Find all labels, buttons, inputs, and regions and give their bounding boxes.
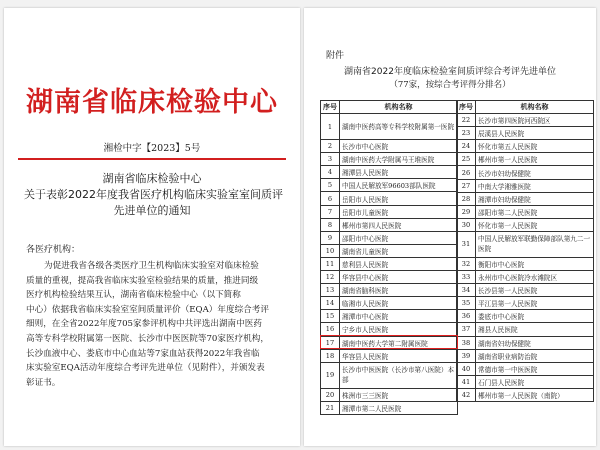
body-line: 医疗机构检验结果互认，湖南省临床检验中心（以下简称 [26, 290, 241, 301]
table-row [321, 244, 458, 257]
row-name: 永州市中心医院冷水滩院区 [476, 271, 594, 284]
table-row [457, 153, 594, 166]
row-seq: 27 [457, 179, 476, 192]
row-seq: 34 [457, 284, 476, 297]
red-divider [18, 158, 286, 160]
row-seq: 32 [457, 257, 476, 270]
row-seq: 23 [457, 127, 476, 140]
row-seq: 6 [321, 192, 340, 205]
row-seq: 42 [457, 388, 476, 401]
row-seq: 12 [321, 271, 340, 284]
notice-body [26, 259, 282, 390]
row-name: 长沙县第一人民医院 [476, 284, 594, 297]
row-seq: 13 [321, 284, 340, 297]
attachment-title: 湖南省2022年度临床检验室间质评综合考评先进单位 [344, 67, 556, 77]
row-seq: 19 [321, 362, 340, 388]
row-name: 平江县第一人民医院 [476, 297, 594, 310]
row-seq: 9 [321, 231, 340, 244]
row-seq: 4 [321, 166, 340, 179]
row-name: 株洲市三三医院 [340, 388, 458, 401]
row-seq: 31 [457, 231, 476, 257]
row-name: 湖南中医药高等专科学校附属第一医院 [340, 114, 458, 140]
table-header-row [457, 101, 594, 114]
table-row [321, 166, 458, 179]
row-name: 邵阳市中心医院 [340, 231, 458, 244]
row-name: 郴州市第四人民医院 [340, 218, 458, 231]
table-row [321, 284, 458, 297]
table-row [457, 218, 594, 231]
row-seq: 5 [321, 179, 340, 192]
row-name: 郴州市第一人民医院 [476, 153, 594, 166]
row-name: 湘潭县人民医院 [340, 166, 458, 179]
table-row [321, 257, 458, 270]
row-name: 中南大学湘雅医院 [476, 179, 594, 192]
row-seq: 20 [321, 388, 340, 401]
row-name: 长沙市中心医院 [340, 140, 458, 153]
table-row [321, 140, 458, 153]
row-name: 湖南省妇幼保健院 [476, 336, 594, 349]
document-number: 湘检中字【2023】5号 [103, 143, 201, 154]
row-seq: 28 [457, 192, 476, 205]
row-seq: 8 [321, 218, 340, 231]
table-row [457, 362, 594, 375]
body-line: 细则，在全省2022年度705家参评机构中共评选出湖南中医药 [26, 319, 262, 330]
table-row [457, 140, 594, 153]
organization-title: 湖南省临床检验中心 [26, 87, 278, 118]
unit-table-right [456, 100, 594, 402]
table-row [321, 349, 458, 362]
notice-title-line: 湖南省临床检验中心 [102, 172, 202, 185]
table-row [457, 297, 594, 310]
notice-title-line: 关于表彰2022年度我省医疗机构临床实验室室间质评 [24, 188, 283, 201]
body-line: 为促进我省各级各类医疗卫生机构临床实验室对临床检验 [44, 261, 259, 271]
row-name: 湖南中医药大学附属马王堆医院 [340, 153, 458, 166]
table-row [321, 271, 458, 284]
header-name: 机构名称 [476, 101, 594, 114]
row-name: 岳阳市儿童医院 [340, 205, 458, 218]
row-name: 石门县人民医院 [476, 375, 594, 388]
table-row [321, 297, 458, 310]
table-row [457, 388, 594, 401]
row-seq: 1 [321, 114, 340, 140]
body-line: 床实验室EQA活动年度综合考评先进单位（见附件），并颁发表 [26, 363, 265, 374]
row-name: 中国人民解放军联勤保障部队第九二一医院 [476, 231, 594, 257]
row-name: 郴州市第一人民医院（南院） [476, 388, 594, 401]
row-seq: 15 [321, 310, 340, 323]
row-name: 华容县中心医院 [340, 271, 458, 284]
table-row [321, 362, 458, 388]
body-line: 质量的重视，提高我省临床实验室检验结果的质量，推进同级 [26, 275, 259, 286]
table-row [321, 231, 458, 244]
table-row [321, 388, 458, 401]
row-name: 湘潭市妇幼保健院 [476, 192, 594, 205]
table-row [321, 205, 458, 218]
attachment-label: 附件 [326, 51, 345, 61]
table-row [457, 231, 594, 257]
row-seq: 35 [457, 297, 476, 310]
row-name: 湘县人民医院 [476, 323, 594, 336]
table-row [457, 271, 594, 284]
row-name: 中国人民解放军96603部队医院 [340, 179, 458, 192]
table-row [457, 310, 594, 323]
row-name: 湖南中医药大学第二附属医院 [340, 336, 458, 349]
row-seq: 11 [321, 257, 340, 270]
table-row [321, 192, 458, 205]
row-seq: 36 [457, 310, 476, 323]
attachment-subtitle: （77家，按综合考评得分排名） [389, 80, 511, 90]
row-name: 常德市第一中医医院 [476, 362, 594, 375]
row-seq: 33 [457, 271, 476, 284]
table-row [457, 349, 594, 362]
row-name: 湘潭市中心医院 [340, 310, 458, 323]
row-seq: 17 [321, 336, 340, 349]
row-seq: 41 [457, 375, 476, 388]
row-seq: 29 [457, 205, 476, 218]
table-row [321, 401, 458, 414]
unit-table-left [320, 100, 458, 415]
row-name: 娄底市中心医院 [476, 310, 594, 323]
body-line: 长沙血液中心、娄底市中心血站等7家血站获得2022年我省临 [26, 348, 260, 359]
row-name: 邵阳市第二人民医院 [476, 205, 594, 218]
table-header-row [321, 101, 458, 114]
highlight-box [320, 335, 458, 349]
header-seq: 序号 [321, 101, 340, 114]
row-seq: 21 [321, 401, 340, 414]
table-row [457, 192, 594, 205]
row-seq: 25 [457, 153, 476, 166]
row-name: 岳阳市人民医院 [340, 192, 458, 205]
row-seq: 3 [321, 153, 340, 166]
attachment-page [304, 8, 596, 446]
table-row [321, 114, 458, 140]
row-name: 衡阳市中心医院 [476, 257, 594, 270]
row-seq: 39 [457, 349, 476, 362]
notice-page [4, 8, 300, 446]
body-line: 中心）依据我省临床实验室室间质量评价（EQA）年度综合考评 [26, 304, 269, 315]
table-row [457, 114, 594, 127]
table-row [457, 323, 594, 336]
row-seq: 37 [457, 323, 476, 336]
row-name: 宁乡市人民医院 [340, 323, 458, 336]
table-row [321, 179, 458, 192]
row-seq: 16 [321, 323, 340, 336]
row-name: 长沙市第四医院河西院区 [476, 114, 594, 127]
notice-title-line: 先进单位的通知 [113, 204, 191, 217]
header-name: 机构名称 [340, 101, 458, 114]
row-seq: 2 [321, 140, 340, 153]
row-seq: 26 [457, 166, 476, 179]
table-row [457, 336, 594, 349]
row-seq: 30 [457, 218, 476, 231]
row-seq: 40 [457, 362, 476, 375]
row-name: 怀化市第五人民医院 [476, 140, 594, 153]
row-name: 长沙市中医医院（长沙市第八医院）本部 [340, 362, 458, 388]
notice-title [24, 171, 283, 219]
row-name: 长沙市妇幼保健院 [476, 166, 594, 179]
row-name: 湖南省职业病防治院 [476, 349, 594, 362]
table-row [321, 153, 458, 166]
row-name: 怀化市第一人民医院 [476, 218, 594, 231]
row-seq: 10 [321, 244, 340, 257]
table-row [457, 284, 594, 297]
body-line: 彰证书。 [26, 377, 61, 388]
row-name: 临湘市人民医院 [340, 297, 458, 310]
row-seq: 7 [321, 205, 340, 218]
table-row [321, 310, 458, 323]
table-row [457, 257, 594, 270]
table-row [457, 179, 594, 192]
table-row [321, 218, 458, 231]
row-seq: 38 [457, 336, 476, 349]
row-name: 慈利县人民医院 [340, 257, 458, 270]
table-row [457, 166, 594, 179]
table-row [457, 375, 594, 388]
body-line: 高等专科学校附属第一医院、长沙市中医医院等70家医疗机构， [26, 333, 269, 344]
header-seq: 序号 [457, 101, 476, 114]
row-seq: 22 [457, 114, 476, 127]
salutation: 各医疗机构： [26, 245, 81, 255]
table-row [457, 127, 594, 140]
row-seq: 24 [457, 140, 476, 153]
row-seq: 18 [321, 349, 340, 362]
row-name: 辰溪县人民医院 [476, 127, 594, 140]
row-name: 华容县人民医院 [340, 349, 458, 362]
row-name: 湘潭市第二人民医院 [340, 401, 458, 414]
row-name: 湖南省儿童医院 [340, 244, 458, 257]
row-name: 湖南省脑科医院 [340, 284, 458, 297]
table-row [457, 205, 594, 218]
row-seq: 14 [321, 297, 340, 310]
